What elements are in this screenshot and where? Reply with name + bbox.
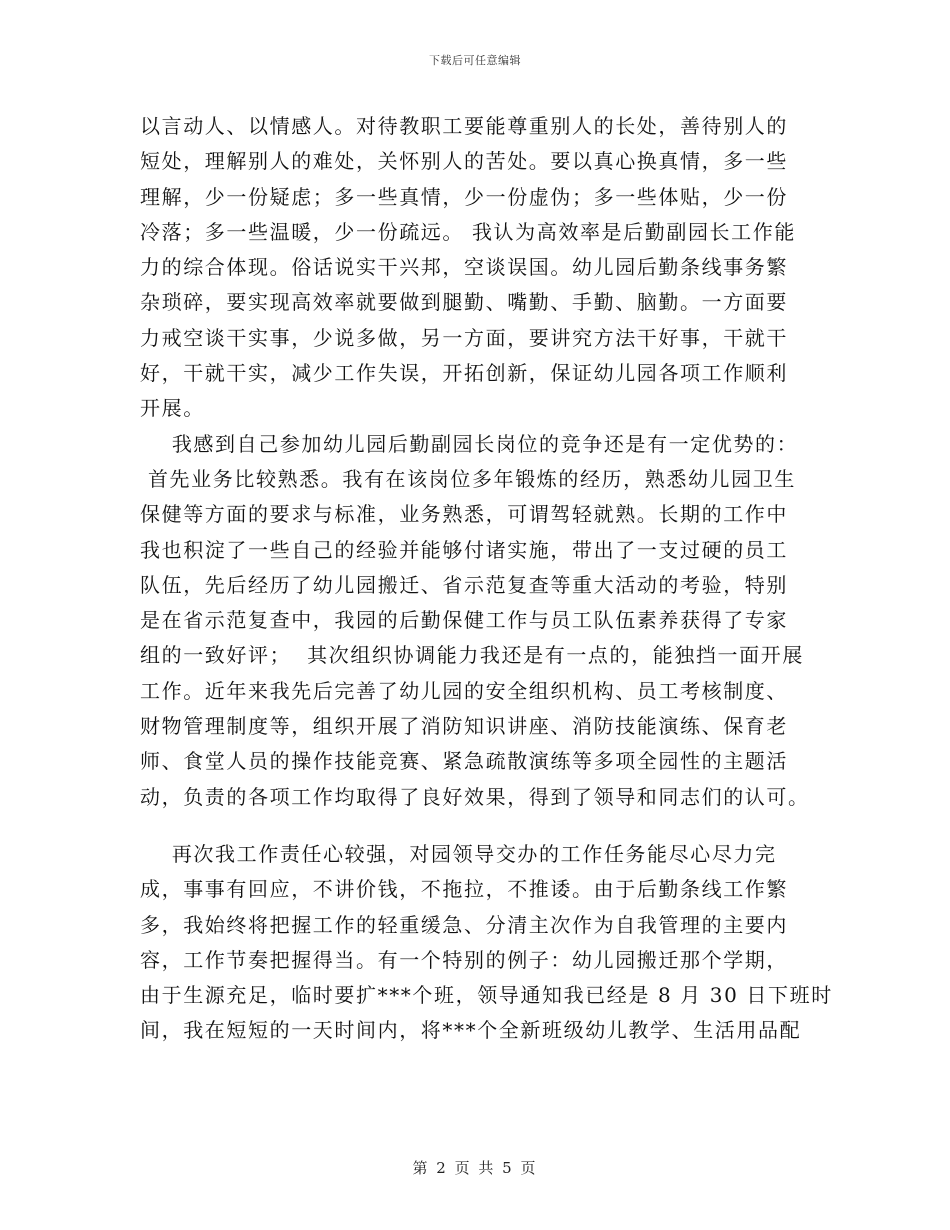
text-line: 首先业务比较熟悉。我有在该岗位多年锻炼的经历，熟悉幼儿园卫生 [140, 466, 796, 491]
paragraph [140, 112, 820, 430]
text-line: 是在省示范复查中，我园的后勤保健工作与员工队伍素养获得了专家 [140, 608, 788, 633]
page-header-note: 下载后可任意编辑 [429, 54, 521, 67]
text-line: 师、食堂人员的操作技能竞赛、紧急疏散演练等多项全园性的主题活 [140, 749, 788, 774]
text-line: 组的一致好评； 其次组织协调能力我还是有一点的，能独挡一面开展 [140, 643, 804, 668]
text-line: 力的综合体现。俗话说实干兴邦，空谈误国。幼儿园后勤条线事务繁 [140, 255, 788, 280]
text-line: 我感到自己参加幼儿园后勤副园长岗位的竞争还是有一定优势的： [140, 431, 799, 456]
paragraph-gap [140, 818, 820, 840]
text-line: 成，事事有回应，不讲价钱，不拖拉，不推诿。由于后勤条线工作繁 [140, 877, 788, 902]
text-line: 财物管理制度等，组织开展了消防知识讲座、消防技能演练、保育老 [140, 714, 788, 739]
text-line: 杂琐碎，要实现高效率就要做到腿勤、嘴勤、手勤、脑勤。一方面要 [140, 290, 788, 315]
text-line: 间，我在短短的一天时间内，将***个全新班级幼儿教学、生活用品配 [140, 1018, 802, 1043]
text-line: 冷落；多一些温暖，少一份疏远。 我认为高效率是后勤副园长工作能 [140, 219, 796, 244]
page-number: 第 2 页 共 5 页 [412, 1159, 538, 1177]
text-line: 开展。 [140, 396, 205, 421]
text-line: 我也积淀了一些自己的经验并能够付诸实施，带出了一支过硬的员工 [140, 537, 788, 562]
text-line: 工作。近年来我先后完善了幼儿园的安全组织机构、员工考核制度、 [140, 678, 788, 703]
text-line: 短处，理解别人的难处，关怀别人的苦处。要以真心换真情，多一些 [140, 149, 788, 174]
text-line: 理解，少一份疑虑；多一些真情，少一份虚伪；多一些体贴，少一份 [140, 184, 788, 209]
text-line: 以言动人、以情感人。对待教职工要能尊重别人的长处，善待别人的 [140, 114, 788, 138]
text-line: 再次我工作责任心较强，对园领导交办的工作任务能尽心尽力完 [140, 841, 777, 866]
text-line: 动，负责的各项工作均取得了良好效果，得到了领导和同志们的认可。 [140, 784, 810, 809]
text-line: 由于生源充足，临时要扩***个班，领导通知我已经是 8 月 30 日下班时 [140, 983, 833, 1008]
text-line: 力戒空谈干实事，少说多做，另一方面，要讲究方法干好事，干就干 [140, 325, 788, 350]
paragraph [140, 430, 820, 818]
text-line: 队伍，先后经历了幼儿园搬迁、省示范复查等重大活动的考验，特别 [140, 572, 788, 597]
text-line: 容，工作节奏把握得当。有一个特别的例子：幼儿园搬迁那个学期， [140, 947, 788, 972]
text-line: 保健等方面的要求与标准，业务熟悉，可谓驾轻就熟。长期的工作中 [140, 502, 788, 527]
text-line: 多，我始终将把握工作的轻重缓急、分清主次作为自我管理的主要内 [140, 912, 788, 937]
document-body [140, 112, 833, 1052]
text-line: 好，干就干实，减少工作失误，开拓创新，保证幼儿园各项工作顺利 [140, 361, 788, 386]
paragraph [140, 840, 833, 1052]
